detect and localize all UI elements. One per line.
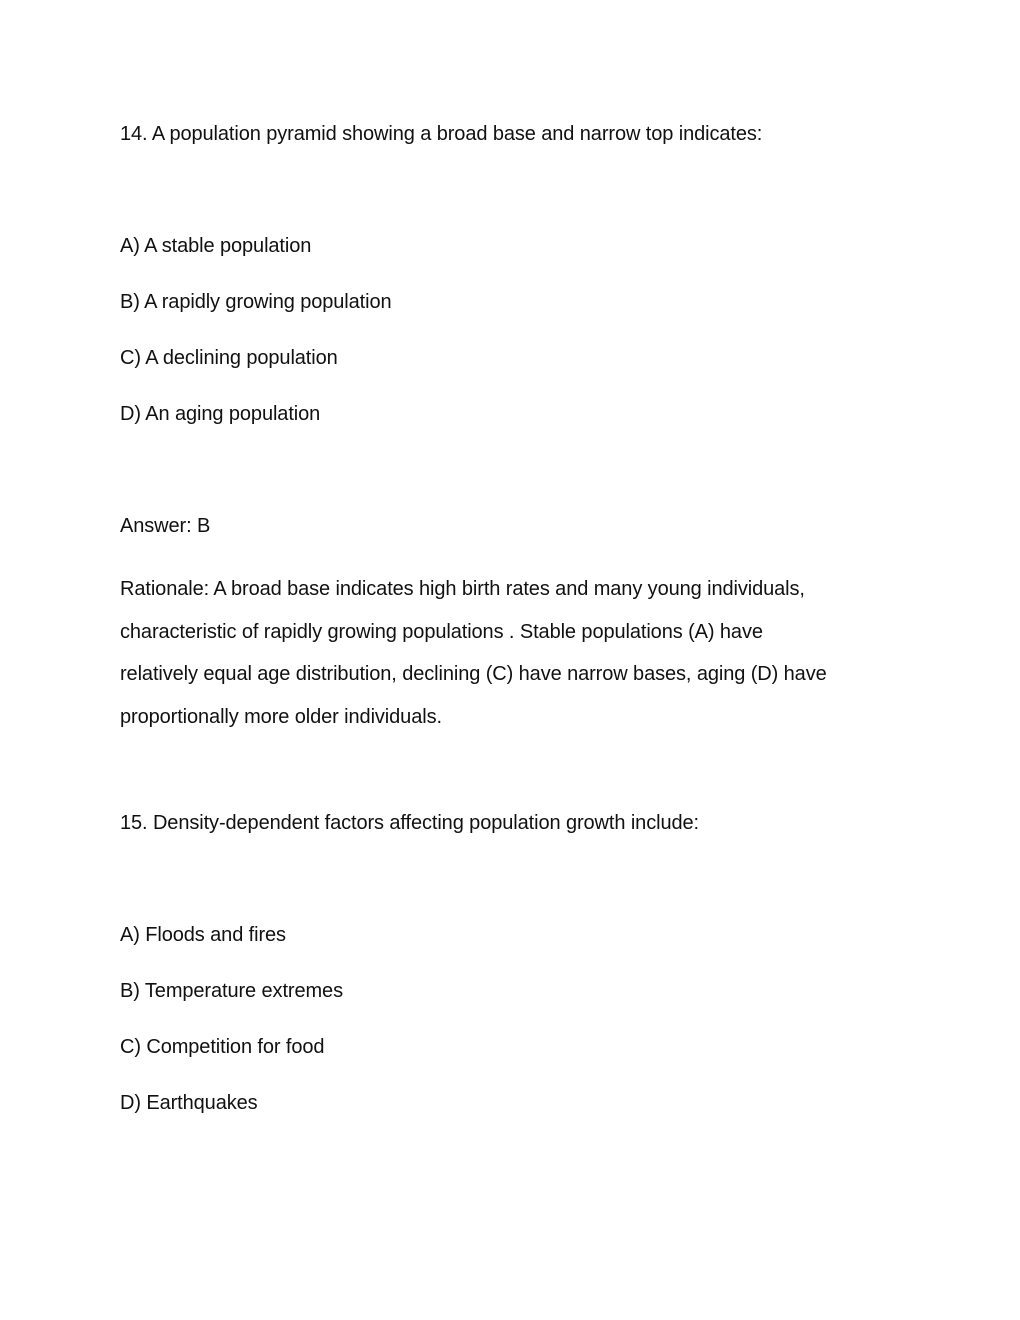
- question-14-rationale: [120, 568, 900, 738]
- question-14-option-d: D) An aging population: [120, 403, 321, 425]
- rationale-line: proportionally more older individuals.: [120, 705, 442, 728]
- question-14-option-a: A) A stable population: [120, 235, 312, 257]
- rationale-line: Rationale: A broad base indicates high birth rates and many young individuals,: [120, 578, 805, 600]
- question-14-answer: Answer: B: [120, 515, 211, 537]
- question-15-option-a: A) Floods and fires: [120, 924, 286, 946]
- question-15-option-c: C) Competition for food: [120, 1036, 325, 1058]
- question-14-option-c: C) A declining population: [120, 347, 338, 369]
- question-14-option-b: B) A rapidly growing population: [120, 291, 392, 313]
- question-15-option-d: D) Earthquakes: [120, 1092, 258, 1114]
- rationale-line: relatively equal age distribution, declining (C) have narrow bases, aging (D) have: [120, 663, 827, 685]
- question-14-stem: 14. A population pyramid showing a broad base and narrow top indicates:: [120, 123, 763, 145]
- question-15-stem: 15. Density-dependent factors affecting population growth include:: [120, 812, 699, 834]
- rationale-line: characteristic of rapidly growing populations . Stable populations (A) have: [120, 620, 763, 643]
- question-15-option-b: B) Temperature extremes: [120, 980, 343, 1002]
